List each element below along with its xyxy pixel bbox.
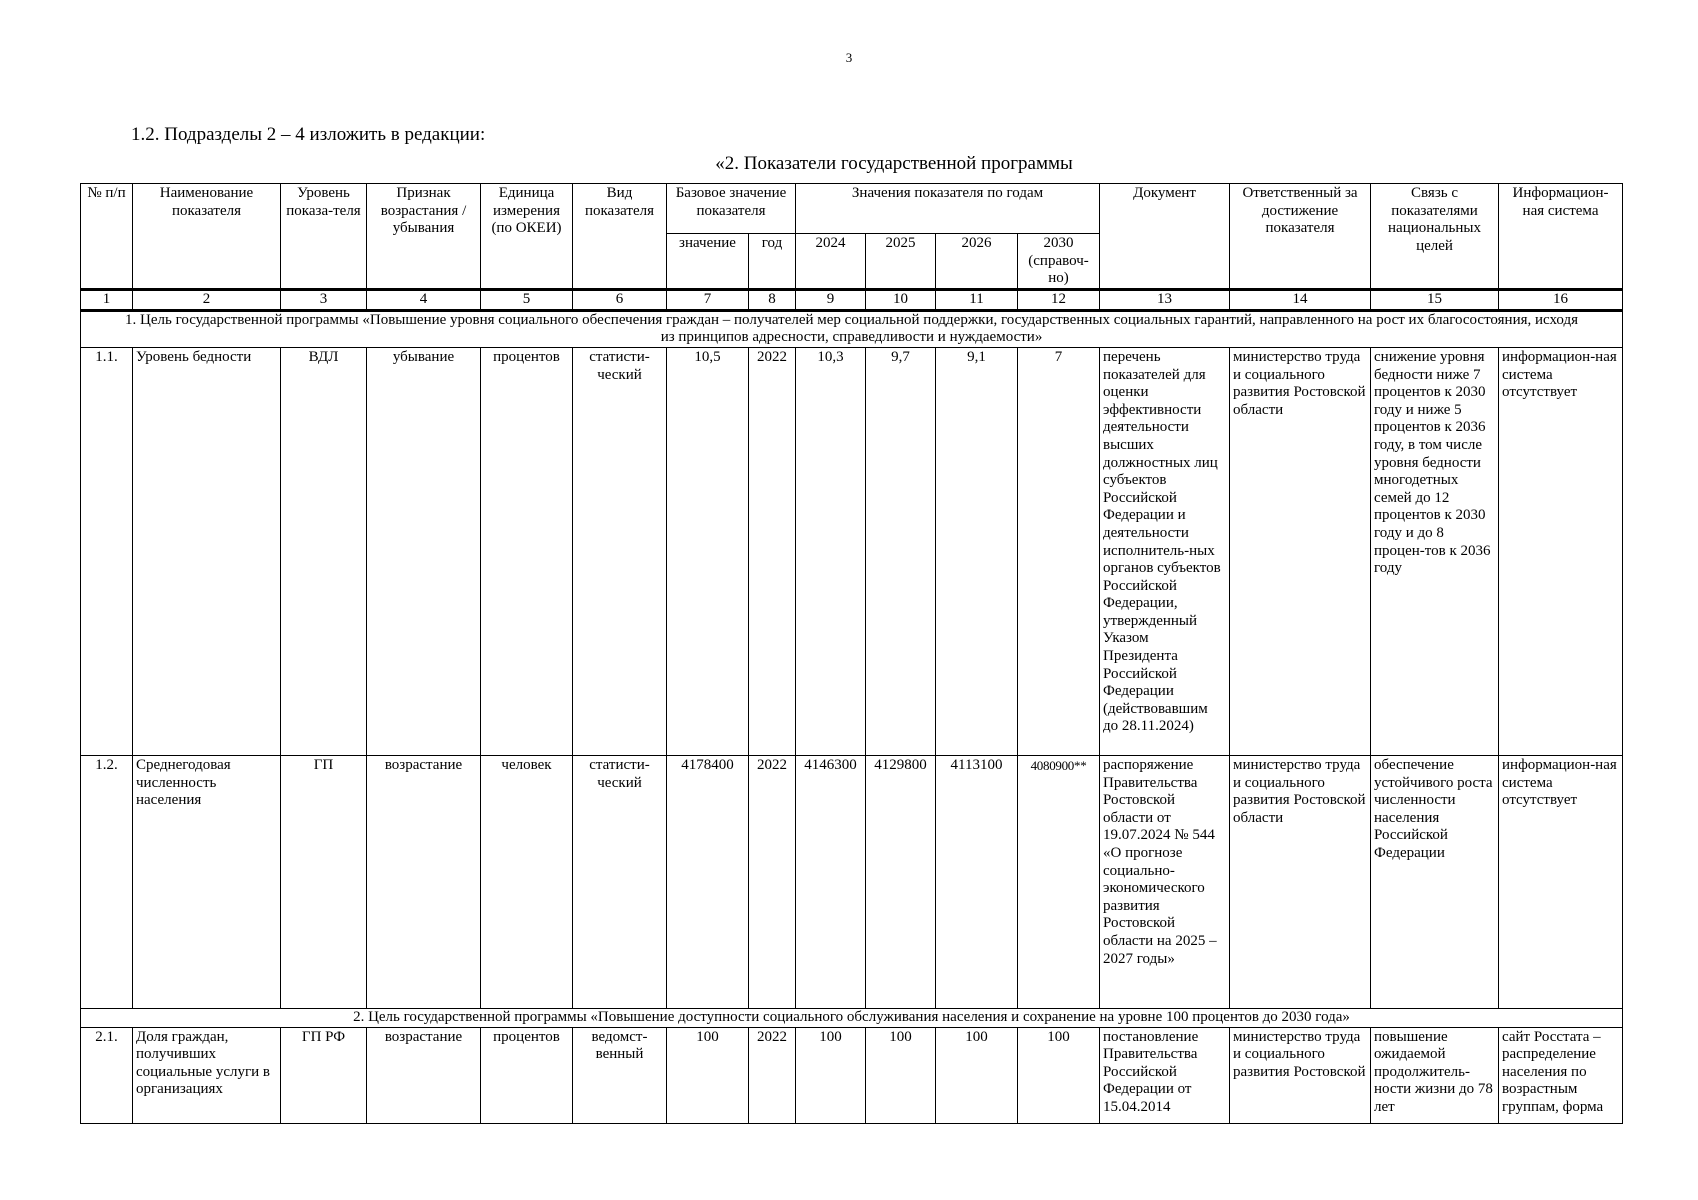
goal-1-text: 1. Цель государственной программы «Повышение уровня социального обеспечения граждан – получателей мер социальной поддержки, государственных социальных гарантий, направленного на рост их благосостояния, исходя из принципов адресности, справедливости и нуждаемости» [81,310,1623,347]
header-responsible: Ответственный за достижение показателя [1230,184,1371,290]
column-number: 14 [1230,289,1371,310]
row-value-2025: 100 [866,1027,936,1123]
row-base-value: 100 [667,1027,749,1123]
row-level: ГП РФ [281,1027,367,1123]
row-responsible: министерство труда и социального развития Ростовской области [1230,347,1371,755]
row-info-system: информацион-ная система отсутствует [1499,755,1623,1008]
row-value-2024: 4146300 [796,755,866,1008]
table-title: «2. Показатели государственной программы [715,153,1073,174]
column-number: 4 [367,289,481,310]
row-level: ВДЛ [281,347,367,755]
column-number: 9 [796,289,866,310]
header-document: Документ [1100,184,1230,290]
row-document: постановление Правительства Российской Федерации от 15.04.2014 [1100,1027,1230,1123]
row-base-value: 4178400 [667,755,749,1008]
row-value-2024: 100 [796,1027,866,1123]
column-number: 13 [1100,289,1230,310]
goal-2-text: 2. Цель государственной программы «Повышение доступности социального обслуживания населения и сохранение на уровне 100 процентов до 2030 года» [81,1008,1623,1027]
goal-row-2 [81,1008,1623,1027]
indicators-table [80,183,1623,1124]
header-2026: 2026 [936,234,1018,290]
header-2025: 2025 [866,234,936,290]
row-unit: процентов [481,1027,573,1123]
row-info-system: информацион-ная система отсутствует [1499,347,1623,755]
column-number: 8 [749,289,796,310]
header-info-system: Информацион-ная система [1499,184,1623,290]
column-number: 5 [481,289,573,310]
row-name: Среднегодовая численность населения [133,755,281,1008]
row-num: 2.1. [81,1027,133,1123]
row-value-2024: 10,3 [796,347,866,755]
header-2024: 2024 [796,234,866,290]
header-link: Связь с показателями национальных целей [1371,184,1499,290]
row-link: обеспечение устойчивого роста численности населения Российской Федерации [1371,755,1499,1008]
row-value-2030: 4080900** [1018,755,1100,1008]
row-value-2025: 4129800 [866,755,936,1008]
row-link: снижение уровня бедности ниже 7 процентов к 2030 году и ниже 5 процентов к 2036 году, в том числе уровня бедности многодетных семей до 12 процентов к 2030 году и до 8 процен-тов к 2036 году [1371,347,1499,755]
column-number: 15 [1371,289,1499,310]
header-values-by-year: Значения показателя по годам [796,184,1100,234]
row-base-year: 2022 [749,755,796,1008]
column-number: 16 [1499,289,1623,310]
column-number: 7 [667,289,749,310]
row-type: статисти-ческий [573,347,667,755]
row-type: ведомст-венный [573,1027,667,1123]
column-number: 10 [866,289,936,310]
row-link: повышение ожидаемой продолжитель-ности жизни до 78 лет [1371,1027,1499,1123]
table-row [81,755,1623,1008]
row-base-year: 2022 [749,1027,796,1123]
row-sign: возрастание [367,755,481,1008]
row-type: статисти-ческий [573,755,667,1008]
row-name: Доля граждан, получивших социальные услуги в организациях [133,1027,281,1123]
header-num: № п/п [81,184,133,290]
row-value-2026: 4113100 [936,755,1018,1008]
row-value-2030: 100 [1018,1027,1100,1123]
row-value-2030: 7 [1018,347,1100,755]
header-type: Вид показателя [573,184,667,290]
column-number: 12 [1018,289,1100,310]
header-sign: Признак возрастания / убывания [367,184,481,290]
row-unit: человек [481,755,573,1008]
row-base-value: 10,5 [667,347,749,755]
row-base-year: 2022 [749,347,796,755]
row-value-2026: 100 [936,1027,1018,1123]
header-row-1 [81,184,1623,234]
header-name: Наименование показателя [133,184,281,290]
row-responsible: министерство труда и социального развития Ростовской [1230,1027,1371,1123]
column-number: 3 [281,289,367,310]
column-numbers-row [81,289,1623,310]
header-base-year: год [749,234,796,290]
row-value-2025: 9,7 [866,347,936,755]
header-unit: Единица измерения (по ОКЕИ) [481,184,573,290]
header-level: Уровень показа-теля [281,184,367,290]
column-number: 2 [133,289,281,310]
header-2030: 2030 (справоч-но) [1018,234,1100,290]
row-info-system: сайт Росстата – распределение населения по возрастным группам, форма [1499,1027,1623,1123]
table-row [81,1027,1623,1123]
row-unit: процентов [481,347,573,755]
row-sign: возрастание [367,1027,481,1123]
row-responsible: министерство труда и социального развития Ростовской области [1230,755,1371,1008]
header-base-value: значение [667,234,749,290]
page-number: 3 [845,50,853,65]
row-value-2026: 9,1 [936,347,1018,755]
intro-text: 1.2. Подразделы 2 – 4 изложить в редакции: [131,124,486,145]
column-number: 6 [573,289,667,310]
row-num: 1.1. [81,347,133,755]
header-base: Базовое значение показателя [667,184,796,234]
goal-row-1 [81,310,1623,347]
row-document: перечень показателей для оценки эффективности деятельности высших должностных лиц субъектов Российской Федерации и деятельности исполнитель-ных органов субъектов Российской Федерации, утвержденный Указом Президента Российской Федерации (действовавшим до 28.11.2024) [1100,347,1230,755]
column-number: 11 [936,289,1018,310]
row-document: распоряжение Правительства Ростовской области от 19.07.2024 № 544 «О прогнозе социально-экономического развития Ростовской области на 2025 – 2027 годы» [1100,755,1230,1008]
row-sign: убывание [367,347,481,755]
row-num: 1.2. [81,755,133,1008]
table-row [81,347,1623,755]
row-name: Уровень бедности [133,347,281,755]
column-number: 1 [81,289,133,310]
row-level: ГП [281,755,367,1008]
